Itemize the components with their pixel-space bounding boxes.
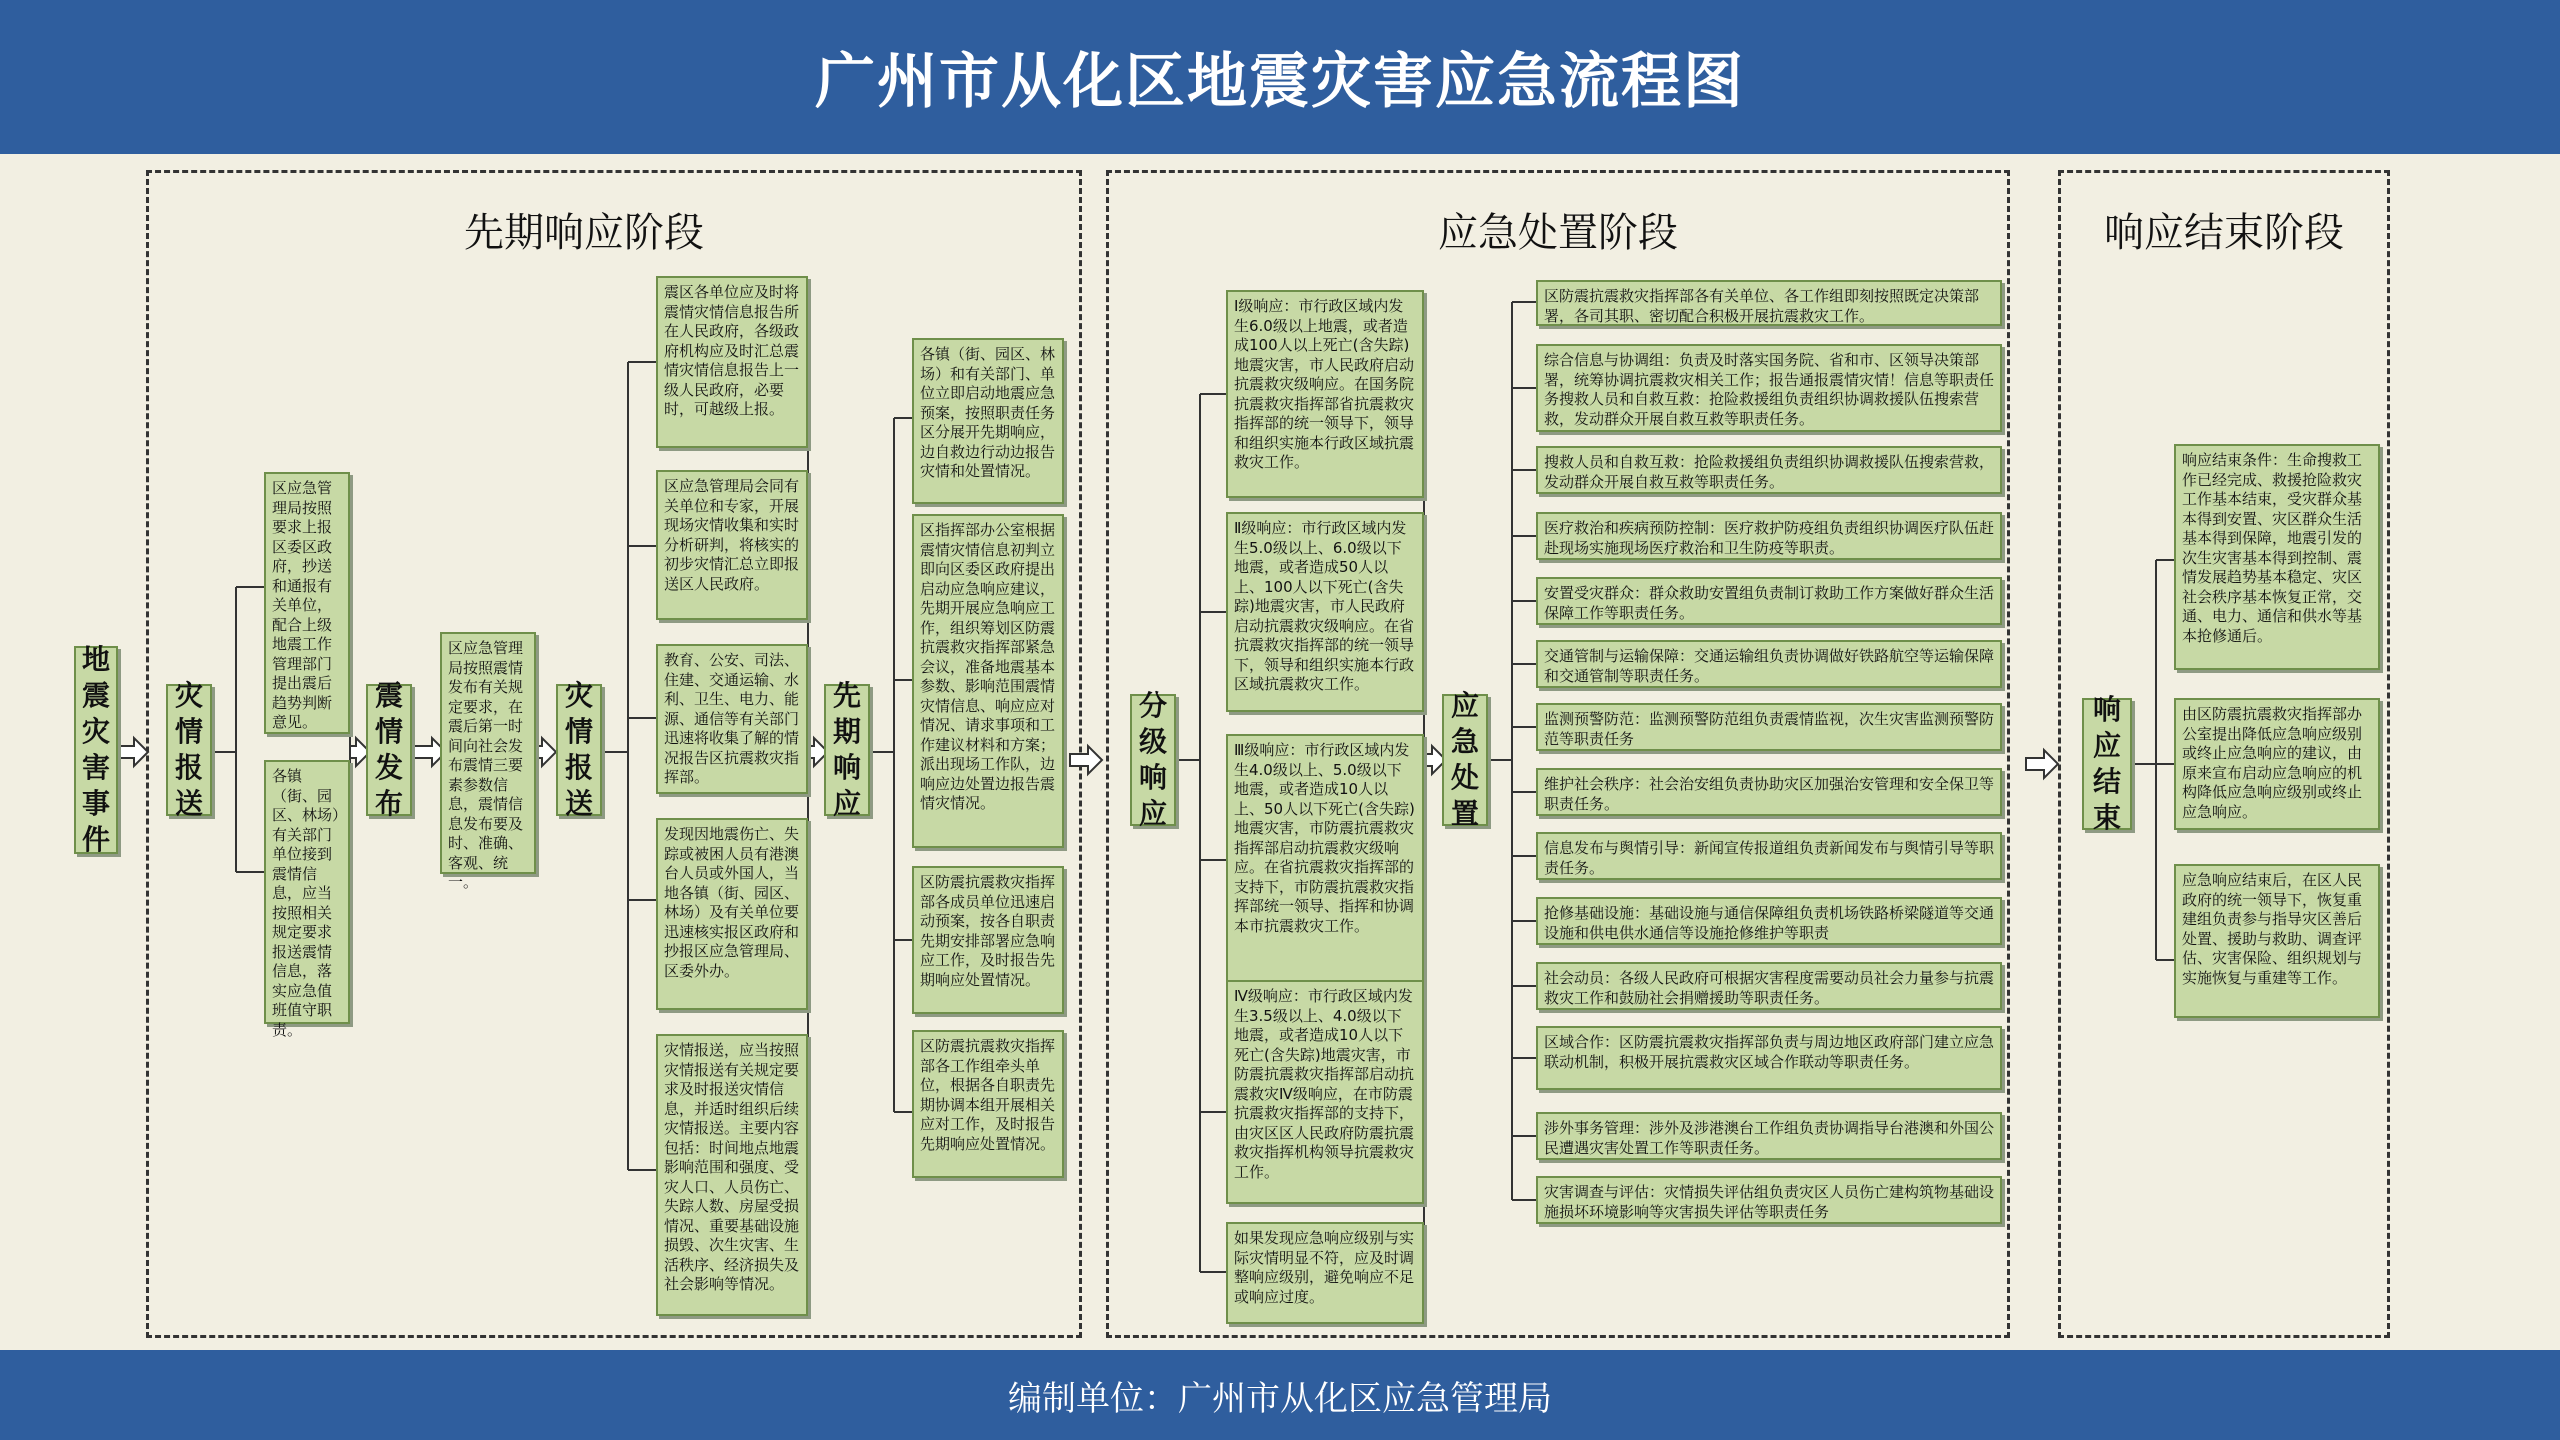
level-2-box: Ⅱ级响应：市行政区域内发生5.0级以上、6.0级以下地震，或者造成50人以上、100人以下死亡(含失踪)地震灾害，市人民政府启动抗震救灾级响应。在省抗震救灾指挥部的统一领导下，领导和组织实施本行政区域抗震救灾工作。 bbox=[1226, 512, 1424, 712]
end-condition-box: 响应结束条件：生命搜救工作已经完成、救援抢险救灾工作基本结束，受灾群众基本得到安置、灾区群众生活基本得到保障，地震引发的次生灾害基本得到控制、震情发展趋势基本稳定、灾区社会秩序基本恢复正常，交通、电力、通信和供水等基本抢修通后。 bbox=[2174, 444, 2380, 670]
step-early-response: 先期响应 bbox=[824, 684, 870, 816]
group-box-3: 搜救人员和自救互救：抢险救援组负责组织协调救援队伍搜索营救，发动群众开展自救互救等职责任务。 bbox=[1536, 446, 2002, 494]
arrow-icon bbox=[536, 738, 556, 766]
group-box-1: 区防震抗震救灾指挥部各有关单位、各工作组即刻按照既定决策部署，各司其职、密切配合积极开展抗震救灾工作。 bbox=[1536, 280, 2002, 326]
group-box-11: 社会动员：各级人民政府可根据灾害程度需要动员社会力量参与抗震救灾工作和鼓励社会捐赠援助等职责任务。 bbox=[1536, 962, 2002, 1010]
group-box-6: 交通管制与运输保障：交通运输组负责协调做好铁路航空等运输保障和交通管制等职责任务。 bbox=[1536, 640, 2002, 688]
early-box-3: 区防震抗震救灾指挥部各成员单位迅速启动预案，按各自职责先期安排部署应急响应工作，及时报告先期响应处置情况。 bbox=[912, 866, 1064, 1014]
step-disaster-report-1: 灾情报送 bbox=[166, 684, 212, 816]
early-box-4: 区防震抗震救灾指挥部各工作组牵头单位，根据各自职责先期协调本组开展相关应对工作，及时报告先期响应处置情况。 bbox=[912, 1030, 1064, 1178]
step-disaster-report-2: 灾情报送 bbox=[556, 684, 602, 816]
phase-title-disposal: 应急处置阶段 bbox=[1438, 210, 1678, 256]
group-box-4: 医疗救治和疾病预防控制：医疗救护防疫组负责组织协调医疗队伍赶赴现场实施现场医疗救治和卫生防疫等职责。 bbox=[1536, 512, 2002, 560]
footer-text: 编制单位：广州市从化区应急管理局 bbox=[1008, 1378, 1552, 1419]
report2-box-4: 发现因地震伤亡、失踪或被困人员有港澳台人员或外国人，当地各镇（街、园区、林场）及有关单位要迅速核实报区政府和抄报区应急管理局、区委外办。 bbox=[656, 818, 808, 1010]
step-emergency-disposal: 应急处置 bbox=[1442, 694, 1488, 826]
report2-box-5: 灾情报送，应当按照灾情报送有关规定要求及时报送灾情信息，并适时组织后续灾情报送。主要内容包括：时间地点地震影响范围和强度、受灾人口、人员伤亡、失踪人数、房屋受损情况、重要基础设施损毁、次生灾害、生活秩序、经济损失及社会影响等情况。 bbox=[656, 1034, 808, 1316]
report2-box-2: 区应急管理局会同有关单位和专家，开展现场灾情收集和实时分析研判，将核实的初步灾情汇总立即报送区人民政府。 bbox=[656, 470, 808, 620]
group-box-5: 安置受灾群众：群众救助安置组负责制订救助工作方案做好群众生活保障工作等职责任务。 bbox=[1536, 577, 2002, 625]
arrow-icon bbox=[116, 738, 148, 766]
group-box-14: 灾害调查与评估：灾情损失评估组负责灾区人员伤亡建构筑物基础设施损坏环境影响等灾害损失评估等职责任务 bbox=[1536, 1176, 2002, 1224]
group-box-2: 综合信息与协调组：负责及时落实国务院、省和市、区领导决策部署，统筹协调抗震救灾相关工作；报告通报震情灾情！信息等职责任务搜救人员和自救互救：抢险救援组负责组织协调救援队伍搜索营救，发动群众开展自救互救等职责任务。 bbox=[1536, 344, 2002, 432]
end-recovery-box: 应急响应结束后，在区人民政府的统一领导下，恢复重建组负责参与指导灾区善后处置、援助与救助、调查评估、灾害保险、组织规划与实施恢复与重建等工作。 bbox=[2174, 864, 2380, 1018]
footer-bar bbox=[0, 1350, 2560, 1440]
early-box-1: 各镇（街、园区、林场）和有关部门、单位立即启动地震应急预案，按照职责任务区分展开先期响应，边自救边行动边报告灾情和处置情况。 bbox=[912, 338, 1064, 504]
end-downgrade-box: 由区防震抗震救灾指挥部办公室提出降低应急响应级别或终止应急响应的建议，由原来宣布启动应急响应的机构降低应急响应级别或终止应急响应。 bbox=[2174, 698, 2380, 830]
group-box-13: 涉外事务管理：涉外及涉港澳台工作组负责协调指导台港澳和外国公民遭遇灾害处置工作等职责任务。 bbox=[1536, 1112, 2002, 1160]
early-box-2: 区指挥部办公室根据震情灾情信息初判立即向区委区政府提出启动应急响应建议，先期开展应急响应工作，组织筹划区防震抗震救灾指挥部紧急会议，准备地震基本参数、影响范围震情灾情信息、响应应对情况、请求事项和工作建议材料和方案；派出现场工作队，边响应边处置边报告震情灾情况。 bbox=[912, 514, 1064, 848]
group-box-9: 信息发布与舆情引导：新闻宣传报道组负责新闻发布与舆情引导等职责任务。 bbox=[1536, 832, 2002, 880]
level-1-box: Ⅰ级响应：市行政区域内发生6.0级以上地震，或者造成100人以上死亡(含失踪)地震灾害，市人民政府启动抗震救灾级响应。在国务院抗震救灾指挥部省抗震救灾指挥部的统一领导下，领导和组织实施本行政区域抗震救灾工作。 bbox=[1226, 290, 1424, 498]
page-title: 广州市从化区地震灾害应急流程图 bbox=[815, 47, 1745, 117]
phase-title-early: 先期响应阶段 bbox=[464, 210, 704, 256]
level-3-box: Ⅲ级响应：市行政区域内发生4.0级以上、5.0级以下地震，或者造成10人以上、50人以下死亡(含失踪)地震灾害，市防震抗震救灾指挥部启动抗震救灾级响应。在省抗震救灾指挥部的支持下，市防震抗震救灾指挥部统一领导、指挥和协调本市抗震救灾工作。 bbox=[1226, 734, 1424, 984]
arrow-icon bbox=[2026, 750, 2058, 778]
report2-box-1: 震区各单位应及时将震情灾情信息报告所在人民政府，各级政府机构应及时汇总震情灾情信息报告上一级人民政府，必要时，可越级上报。 bbox=[656, 276, 808, 448]
arrow-icon bbox=[1070, 746, 1102, 774]
group-box-10: 抢修基础设施：基础设施与通信保障组负责机场铁路桥梁隧道等交通设施和供电供水通信等设施抢修维护等职责 bbox=[1536, 897, 2002, 945]
report2-box-3: 教育、公安、司法、住建、交通运输、水利、卫生、电力、能源、通信等有关部门迅速将收集了解的情况报告区抗震救灾指挥部。 bbox=[656, 644, 808, 794]
report-box-towns: 各镇（街、园区、林场）有关部门单位接到震情信息，应当按照相关规定要求报送震情信息，落实应急值班值守职责。 bbox=[264, 760, 350, 1024]
step-response-end: 响应结束 bbox=[2082, 698, 2132, 830]
step-earthquake-publish: 震情发布 bbox=[366, 684, 412, 816]
group-box-8: 维护社会秩序：社会治安组负责协助灾区加强治安管理和安全保卫等职责任务。 bbox=[1536, 768, 2002, 816]
publish-box: 区应急管理局按照震情发布有关规定要求，在震后第一时间向社会发布震情三要素参数信息，震情信息发布要及时、准确、客观、统一。 bbox=[440, 632, 536, 874]
group-box-12: 区域合作：区防震抗震救灾指挥部负责与周边地区政府部门建立应急联动机制，积极开展抗震救灾区域合作联动等职责任务。 bbox=[1536, 1026, 2002, 1090]
step-graded-response: 分级响应 bbox=[1130, 694, 1176, 826]
report-box-district: 区应急管理局按照要求上报区委区政府，抄送和通报有关单位，配合上级地震工作管理部门提出震后趋势判断意见。 bbox=[264, 472, 350, 734]
step-earthquake-event: 地震灾害事件 bbox=[74, 646, 118, 854]
level-4-box: Ⅳ级响应：市行政区域内发生3.5级以上、4.0级以下地震，或者造成10人以下死亡(含失踪)地震灾害，市防震抗震救灾指挥部启动抗震救灾Ⅳ级响应，在市防震抗震救灾指挥部的支持下，由灾区区人民政府防震抗震救灾指挥机构领导抗震救灾工作。 bbox=[1226, 980, 1424, 1204]
level-adjust-box: 如果发现应急响应级别与实际灾情明显不符，应及时调整响应级别，避免响应不足或响应过度。 bbox=[1226, 1222, 1424, 1324]
phase-title-end: 响应结束阶段 bbox=[2104, 210, 2344, 256]
group-box-7: 监测预警防范：监测预警防范组负责震情监视，次生灾害监测预警防范等职责任务 bbox=[1536, 703, 2002, 751]
